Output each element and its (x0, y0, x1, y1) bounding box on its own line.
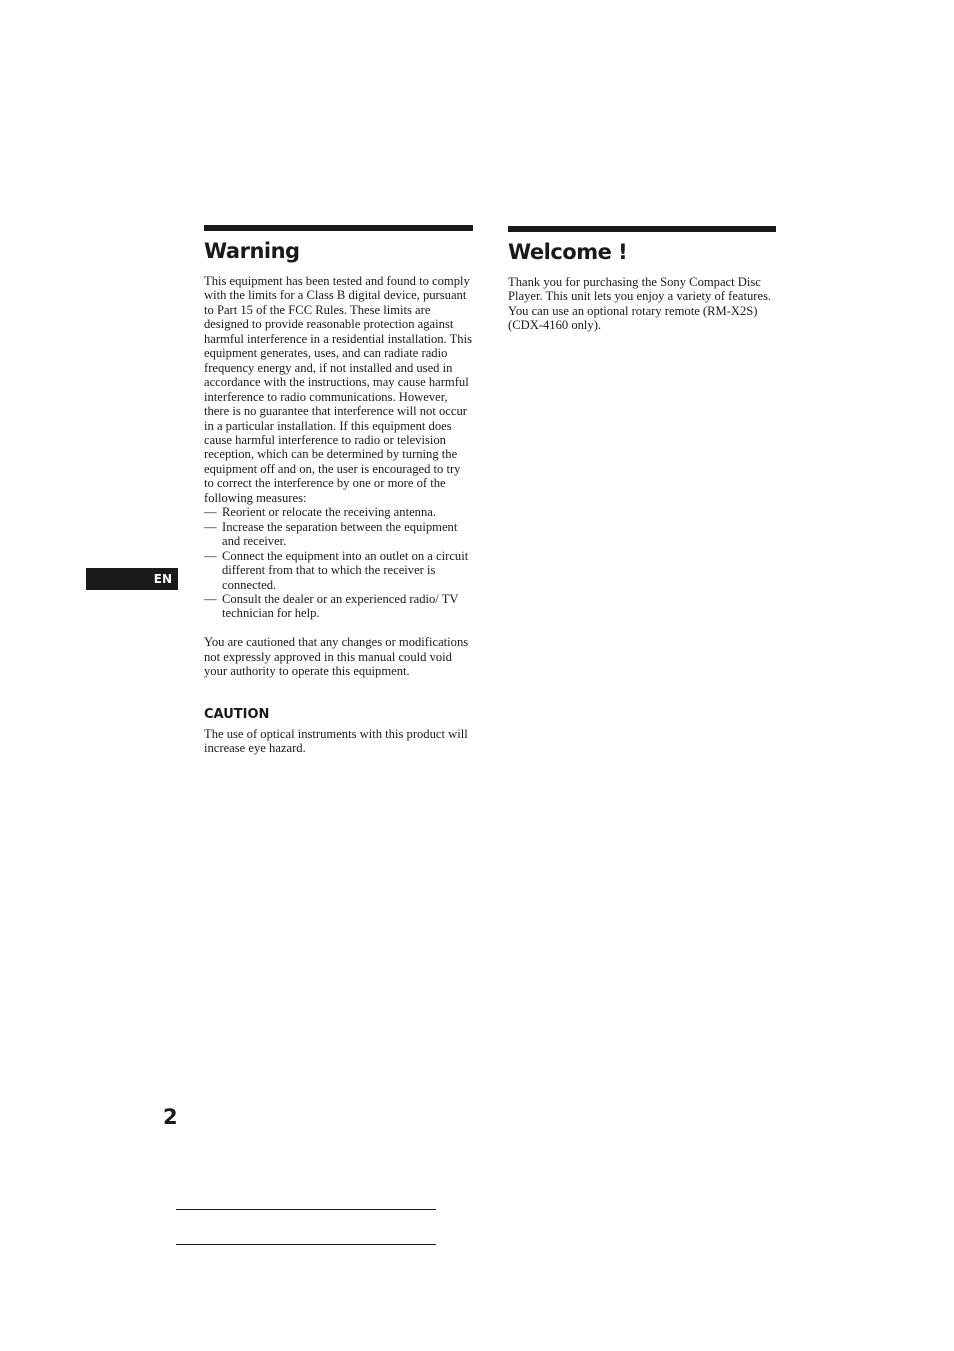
list-item (204, 592, 473, 621)
caution-heading: CAUTION (204, 706, 270, 722)
footer-rule (176, 1209, 436, 1210)
footer-rule (176, 1244, 436, 1245)
measure-text: Consult the dealer or an experienced radio/ TV technician for help. (222, 591, 459, 621)
page-number: 2 (163, 1105, 178, 1129)
dash-bullet: — (204, 591, 217, 606)
measure-text: Reorient or relocate the receiving antenna. (222, 505, 436, 520)
measure-text: Connect the equipment into an outlet on a circuit different from that to which the receiver is connected. (222, 548, 469, 592)
warning-intro: This equipment has been tested and found to comply with the limits for a Class B digital device, pursuant to Part 15 of the FCC Rules. These limits are designed to provide reasonable protection against harmful interference in a residential installation. This equipment generates, uses, and can radiate radio frequency energy and, if not installed and used in accordance with the instructions, may cause harmful interference to radio communications. However, there is no guarantee that interference will not occur in a particular installation. If this equipment does cause harmful interference to radio or television reception, which can be determined by turning the equipment off and on, the user is encouraged to try to correct the interference by one or more of the following measures: (204, 274, 472, 505)
measure-text: Increase the separation between the equipment and receiver. (222, 519, 458, 549)
dash-bullet: — (204, 548, 217, 563)
caution-text: The use of optical instruments with this product will increase eye hazard. (204, 726, 468, 756)
welcome-section (508, 226, 776, 333)
list-item (204, 520, 473, 549)
section-rule (204, 225, 473, 231)
language-tab: EN (86, 568, 178, 590)
section-rule (508, 226, 776, 232)
warning-heading: Warning (204, 239, 300, 263)
welcome-heading: Welcome ! (508, 240, 628, 264)
list-item (204, 549, 473, 592)
dash-bullet: — (204, 519, 217, 534)
warning-section (204, 225, 473, 756)
measures-list (204, 505, 473, 621)
dash-bullet: — (204, 505, 217, 520)
list-item (204, 505, 473, 519)
paragraph-gap (204, 621, 473, 636)
modification-notice: You are cautioned that any changes or modifications not expressly approved in this manual could void your authority to operate this equipment. (204, 635, 469, 679)
welcome-text: Thank you for purchasing the Sony Compact Disc Player. This unit lets you enjoy a variety of features. You can use an optional rotary remote (RM-X2S) (CDX-4160 only). (508, 275, 772, 333)
